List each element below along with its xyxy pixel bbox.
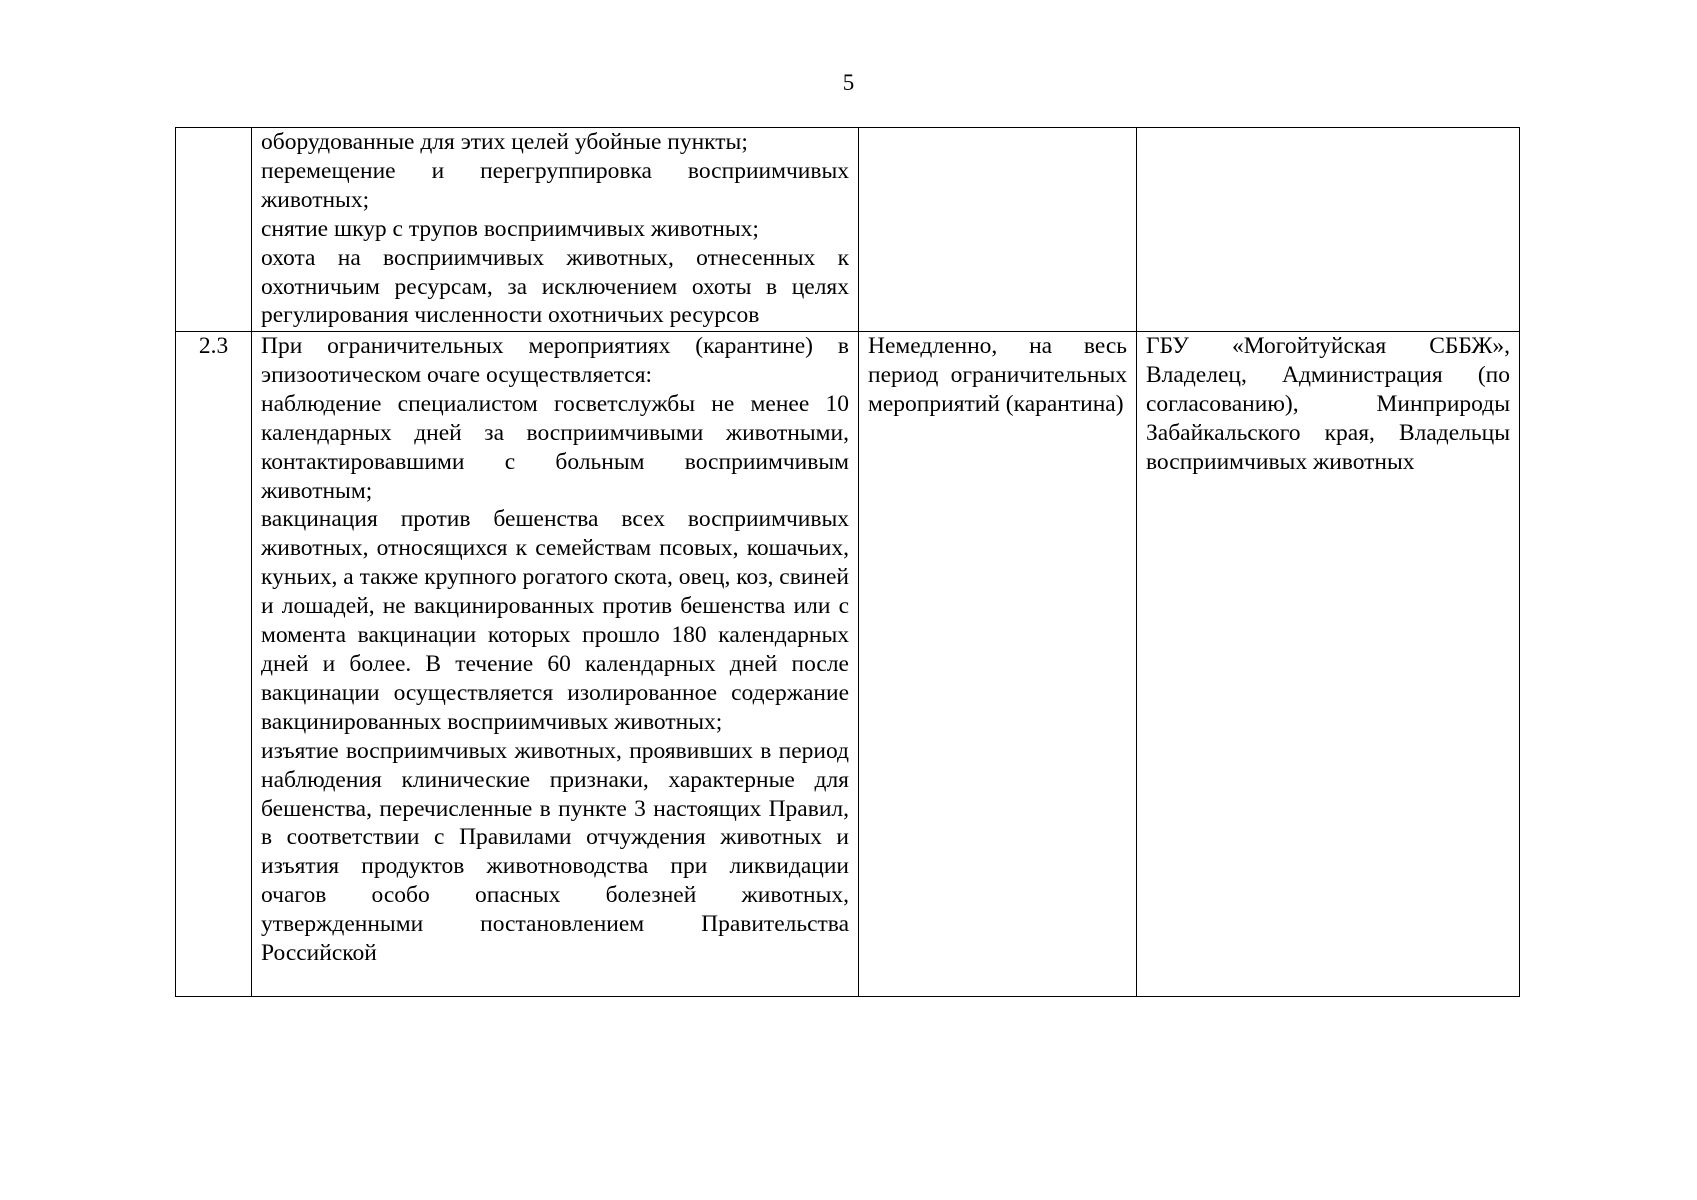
measure-paragraph: При ограничительных мероприятиях (карантине) в эпизоотическом очаге осуществляется: [261, 333, 849, 388]
row-number-cell: 2.3 [176, 332, 252, 997]
table-row [176, 332, 1520, 997]
measure-paragraph: снятие шкур с трупов восприимчивых животных; [261, 215, 759, 242]
measure-paragraph: изъятие восприимчивых животных, проявивших в период наблюдения клинические признаки, характерные для бешенства, перечисленные в пункте 3 настоящих Правил, в соответствии с Правилами отчуждения животных и изъятия продуктов животноводства при ликвидации очагов особо опасных болезней животных, утвержденными постановлением Правительства Российской [261, 737, 849, 967]
term-cell [859, 128, 1137, 332]
measure-paragraph: охота на восприимчивых животных, отнесенных к охотничьим ресурсам, за исключением охоты в целях регулирования численности охотничьих ресурсов [261, 244, 849, 329]
table-row [176, 128, 1520, 332]
page-number: 5 [842, 70, 855, 95]
measure-cell [252, 332, 859, 997]
measure-paragraph: перемещение и перегруппировка восприимчивых животных; [261, 157, 849, 213]
row-number-cell [176, 128, 252, 332]
term-cell: Немедленно, на весь период ограничительных мероприятий (карантина) [859, 332, 1137, 997]
measures-table [175, 127, 1520, 997]
measure-paragraph: вакцинация против бешенства всех восприимчивых животных, относящихся к семействам псовых, кошачьих, куньих, а также крупного рогатого скота, овец, коз, свиней и лошадей, не вакцинированных против бешенства или с момента вакцинации которых прошло 180 календарных дней и более. В течение 60 календарных дней после вакцинации осуществляется изолированное содержание вакцинированных восприимчивых животных; [261, 506, 849, 735]
responsible-cell: ГБУ «Могойтуйская СББЖ», Владелец, Администрация (по согласованию), Минприроды Забайкальского края, Владельцы восприимчивых животных [1137, 332, 1520, 997]
responsible-cell [1137, 128, 1520, 332]
measure-cell [252, 128, 859, 332]
measure-paragraph: наблюдение специалистом госветслужбы не менее 10 календарных дней за восприимчивыми животными, контактировавшими с больным восприимчивым животным; [261, 390, 849, 504]
measure-paragraph: оборудованные для этих целей убойные пункты; [261, 129, 748, 155]
